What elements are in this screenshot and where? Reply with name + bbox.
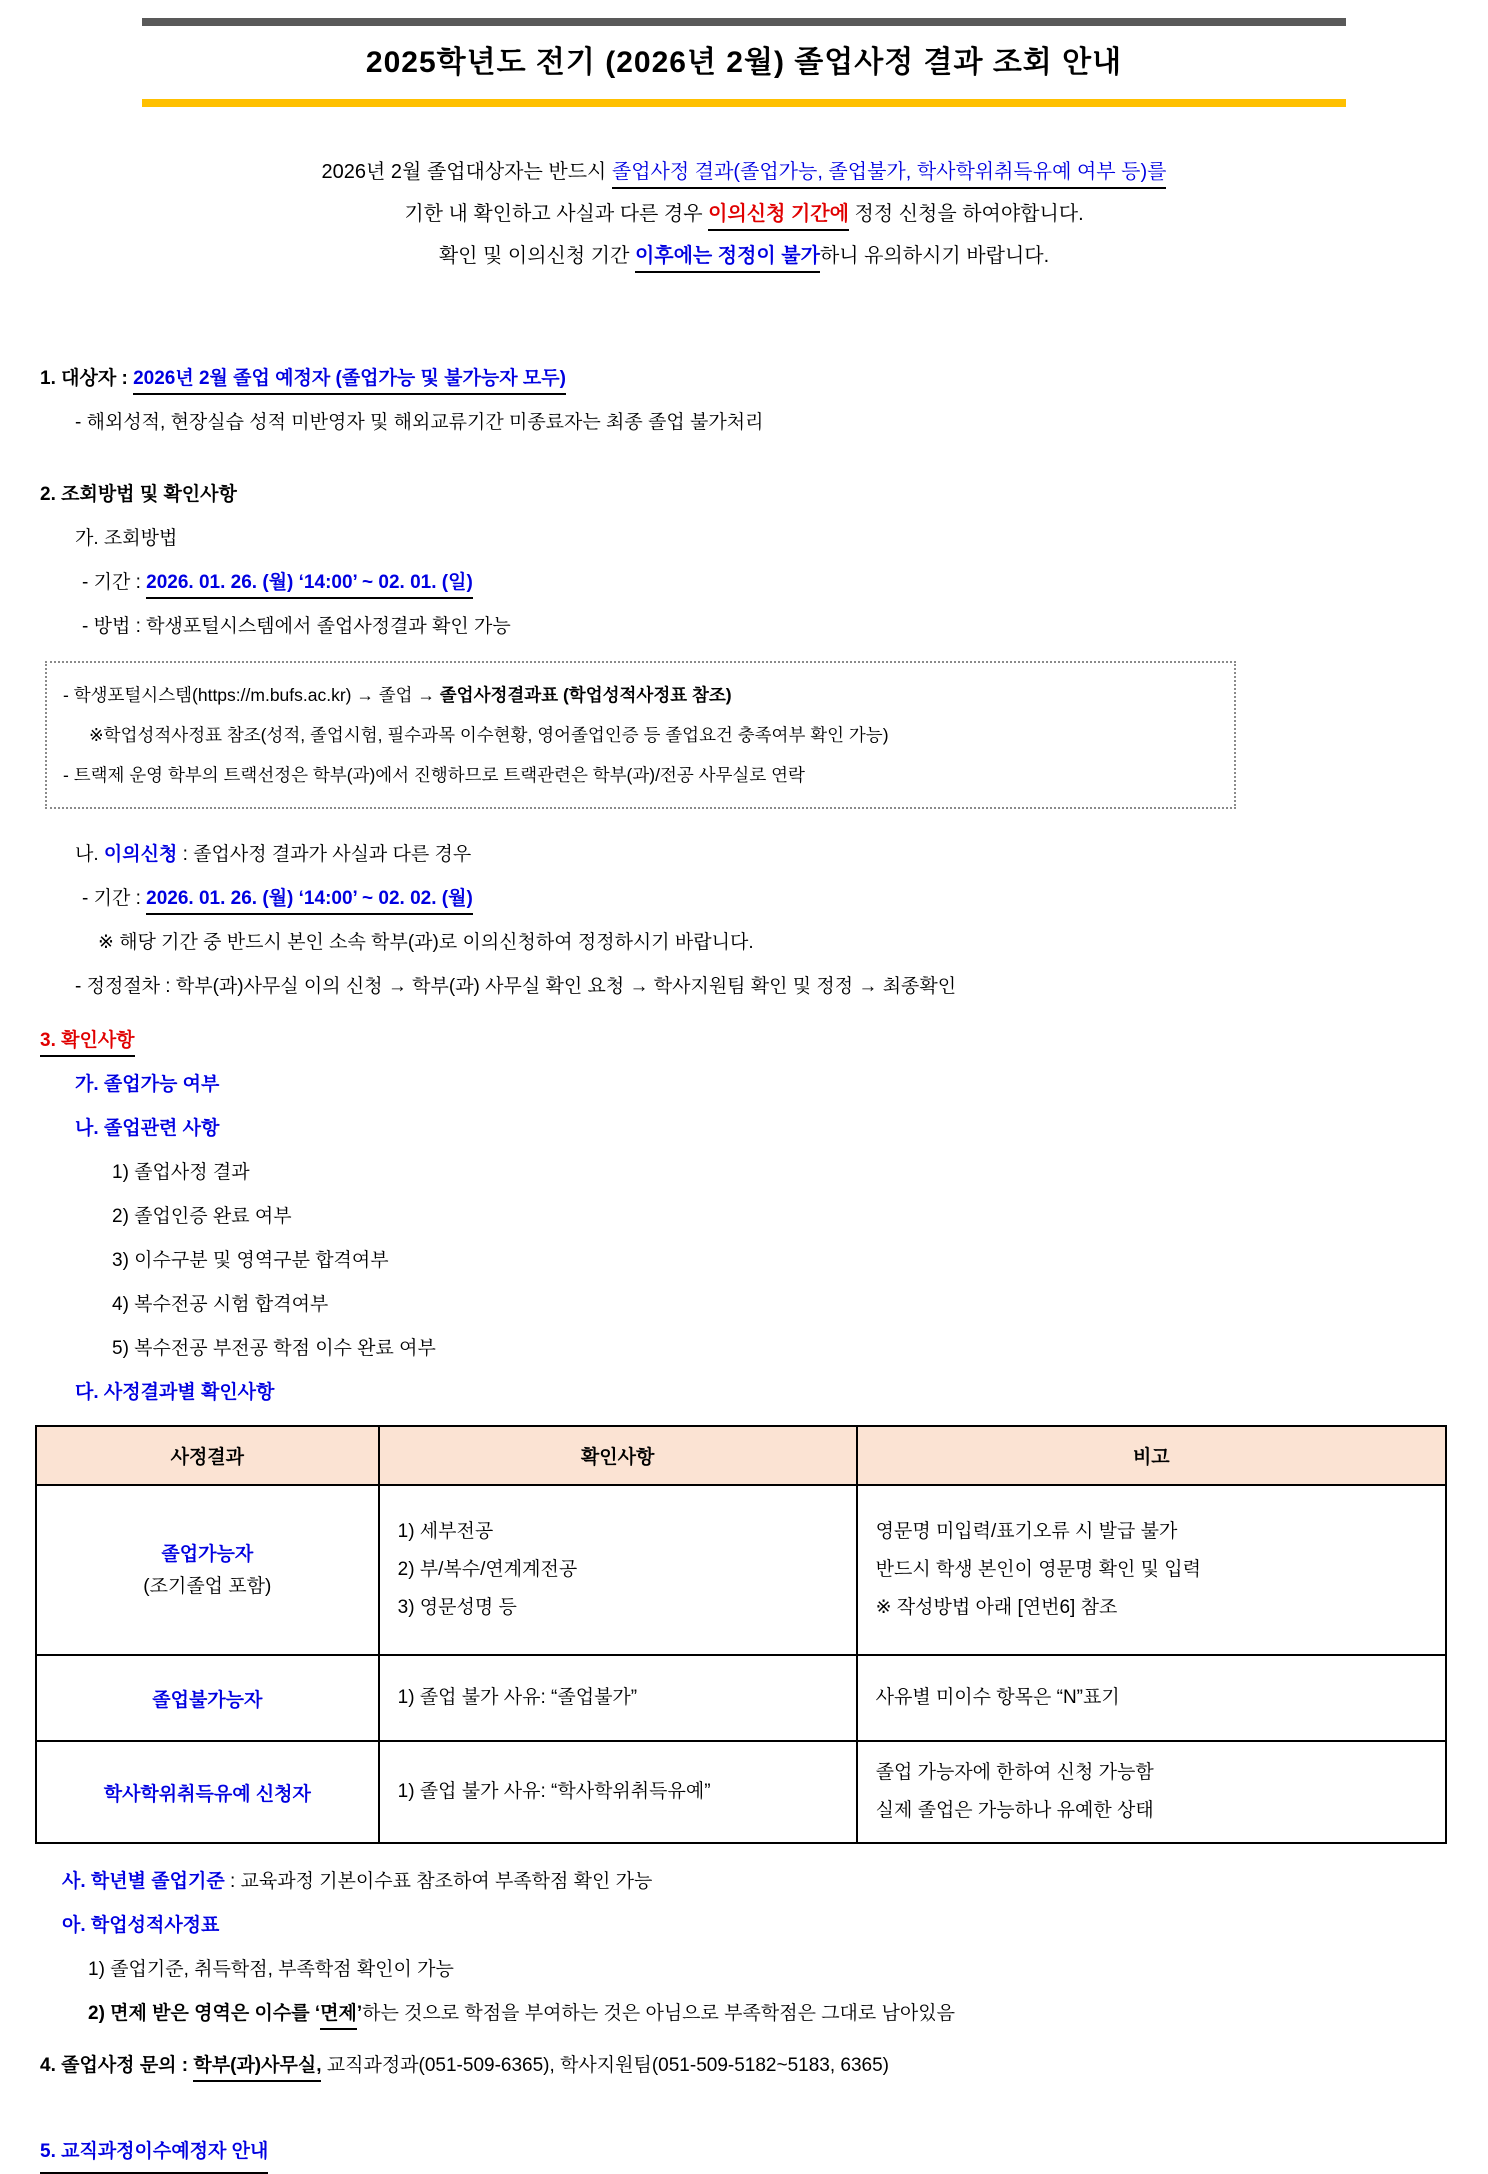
- section-3-heading: [40, 1019, 1478, 1063]
- table-header-row: [36, 1426, 1446, 1485]
- intro-line-1: [0, 151, 1488, 193]
- page-title: 2025학년도 전기 (2026년 2월) 졸업사정 결과 조회 안내: [365, 46, 1123, 79]
- note-cell: [857, 1485, 1446, 1655]
- check-list-item: 4) 복수전공 시험 합격여부: [112, 1294, 329, 1315]
- appeal-title: 이의신청: [103, 844, 178, 865]
- check-list-item: 2) 졸업인증 완료 여부: [112, 1206, 292, 1227]
- section-3-item-na: 나. 졸업관련 사항: [75, 1118, 220, 1139]
- appeal-period-value: 2026. 01. 26. (월) ‘14:00’ ~ 02. 02. (월): [146, 888, 473, 915]
- note-line: 반드시 학생 본인이 영문명 확인 및 입력: [875, 1559, 1201, 1580]
- intro-line-1-text: 2026년 2월 졸업대상자는 반드시: [321, 161, 612, 183]
- transcript-note-2-quote: ’: [356, 2003, 363, 2024]
- portal-path-text: - 학생포털시스템(https://m.bufs.ac.kr) → 졸업 →: [63, 685, 440, 705]
- intro-line-3-tail: 하니 유의하시기 바랍니다.: [819, 245, 1050, 267]
- transcript-note-2-underline: 면제: [320, 2003, 357, 2030]
- result-name: 학사학위취득유예 신청자: [103, 1783, 311, 1805]
- intro-line-3-emphasis: 이후에는 정정이 불가: [635, 245, 820, 273]
- intro-line-1-emphasis: 졸업사정 결과(졸업가능, 졸업불가, 학사학위취득유예 여부 등)를: [612, 161, 1167, 189]
- section-4-label: 4. 졸업사정 문의 :: [40, 2055, 194, 2076]
- table-row: [36, 1485, 1446, 1655]
- note-cell: [857, 1741, 1446, 1843]
- intro-line-2-tail: 정정 신청을 하여야합니다.: [848, 203, 1084, 225]
- table-header-result: 사정결과: [36, 1426, 379, 1485]
- item-sa-title: 사. 학년별 졸업기준: [62, 1871, 225, 1892]
- section-2-lookup-heading: 가. 조회방법: [75, 528, 178, 549]
- intro-line-2: [0, 193, 1488, 235]
- note-line: 사유별 미이수 항목은 “N”표기: [875, 1687, 1120, 1708]
- appeal-desc: : 졸업사정 결과가 사실과 다른 경우: [177, 844, 472, 865]
- section-3-item-da: 다. 사정결과별 확인사항: [75, 1382, 275, 1403]
- transcript-note-2-bold: 2) 면제 받은 영역은 이수를 ‘: [88, 2003, 321, 2024]
- section-4-contacts: 교직과정과(051-509-6365), 학사지원팀(051-509-5182~5183, 6365): [321, 2055, 890, 2076]
- section-2-period: [40, 561, 1478, 605]
- note-cell: [857, 1655, 1446, 1741]
- section-2-heading: 2. 조회방법 및 확인사항: [40, 484, 237, 505]
- section-2-period-label: - 기간 :: [82, 572, 147, 593]
- portal-track-line: - 트랙제 운영 학부의 트랙선정은 학부(과)에서 진행하므로 트랙관련은 학부(과)/전공 사무실로 연락: [63, 765, 805, 785]
- intro-paragraph: [0, 151, 1488, 277]
- note-line: 졸업 가능자에 한하여 신청 가능함: [875, 1762, 1154, 1783]
- section-1-note: - 해외성적, 현장실습 성적 미반영자 및 해외교류기간 미종료자는 최종 졸업 불가처리: [75, 412, 764, 433]
- accent-divider-rule: [142, 99, 1346, 107]
- transcript-note-1: 1) 졸업기준, 취득학점, 부족학점 확인이 가능: [88, 1959, 454, 1980]
- intro-line-2-emphasis: 이의신청 기간에: [708, 203, 849, 231]
- section-3-item-sa: [40, 1860, 1478, 1904]
- appeal-period-label: - 기간 :: [82, 888, 147, 909]
- intro-line-2-text: 기한 내 확인하고 사실과 다른 경우: [404, 203, 709, 225]
- transcript-note-2: [40, 1992, 1478, 2036]
- table-header-check: 확인사항: [379, 1426, 857, 1485]
- appeal-heading: [40, 833, 1478, 877]
- table-row: [36, 1655, 1446, 1741]
- section-3-heading-text: 3. 확인사항: [40, 1030, 135, 1057]
- check-list-item: 1) 졸업사정 결과: [112, 1162, 250, 1183]
- section-3-item-ah: 아. 학업성적사정표: [62, 1915, 220, 1936]
- result-cell: [36, 1741, 379, 1843]
- section-3-item-ga: 가. 졸업가능 여부: [75, 1074, 220, 1095]
- result-name: 졸업가능자: [161, 1544, 254, 1565]
- portal-info-box: [45, 661, 1236, 809]
- section-4-heading: [40, 2044, 1478, 2088]
- appeal-marker: 나.: [75, 844, 104, 865]
- check-line: 1) 세부전공: [397, 1521, 494, 1542]
- portal-path-line: [63, 675, 1218, 715]
- result-cell: [36, 1485, 379, 1655]
- check-list-item: 3) 이수구분 및 영역구분 합격여부: [112, 1250, 389, 1271]
- result-sub-note: (조기졸업 포함): [143, 1576, 272, 1597]
- table-header-note: 비고: [857, 1426, 1446, 1485]
- transcript-note-2-rest: 하는 것으로 학점을 부여하는 것은 아님으로 부족학점은 그대로 남아있음: [362, 2003, 955, 2024]
- item-sa-desc: : 교육과정 기본이수표 참조하여 부족학점 확인 가능: [224, 1871, 653, 1892]
- check-line: 1) 졸업 불가 사유: “졸업불가”: [397, 1687, 638, 1708]
- result-cell: [36, 1655, 379, 1741]
- section-1-target: 2026년 2월 졸업 예정자 (졸업가능 및 불가능자 모두): [133, 368, 566, 395]
- note-line: ※ 작성방법 아래 [연번6] 참조: [875, 1597, 1118, 1618]
- check-cell: [379, 1655, 857, 1741]
- intro-line-3: [0, 235, 1488, 277]
- table-row: [36, 1741, 1446, 1843]
- check-list-item: 5) 복수전공 부전공 학점 이수 완료 여부: [112, 1338, 436, 1359]
- section-2-period-value: 2026. 01. 26. (월) ‘14:00’ ~ 02. 01. (일): [146, 572, 473, 599]
- intro-line-3-text: 확인 및 이의신청 기간: [438, 245, 635, 267]
- check-line: 3) 영문성명 등: [397, 1597, 517, 1618]
- document-body: [0, 357, 1488, 2174]
- section-2-method: - 방법 : 학생포털시스템에서 졸업사정결과 확인 가능: [82, 616, 511, 637]
- section-1-label: 1. 대상자 :: [40, 368, 134, 389]
- top-divider-rule: [142, 18, 1346, 26]
- result-check-table: [35, 1425, 1447, 1844]
- check-cell: [379, 1741, 857, 1843]
- note-line: 실제 졸업은 가능하나 유예한 상태: [875, 1800, 1154, 1821]
- check-line: 2) 부/복수/연계계전공: [397, 1559, 578, 1580]
- appeal-period: [40, 877, 1478, 921]
- section-5-title: 5. 교직과정이수예정자 안내: [40, 2136, 268, 2174]
- check-cell: [379, 1485, 857, 1655]
- note-line: 영문명 미입력/표기오류 시 발급 불가: [875, 1521, 1178, 1542]
- appeal-note: ※ 해당 기간 중 반드시 본인 소속 학부(과)로 이의신청하여 정정하시기 바랍니다.: [98, 932, 754, 953]
- section-1-heading: [40, 357, 1478, 401]
- section-4-office: 학부(과)사무실,: [193, 2055, 321, 2082]
- section-5-heading: [40, 2136, 1478, 2174]
- appeal-procedure: - 정정절차 : 학부(과)사무실 이의 신청 → 학부(과) 사무실 확인 요청 → 학사지원팀 확인 및 정정 → 최종확인: [75, 976, 957, 997]
- result-name: 졸업불가능자: [152, 1689, 263, 1711]
- portal-path-bold: 졸업사정결과표 (학업성적사정표 참조): [439, 685, 732, 705]
- check-line: 1) 졸업 불가 사유: “학사학위취득유예”: [397, 1781, 711, 1802]
- document-page: [0, 18, 1488, 2162]
- portal-note-line: ※학업성적사정표 참조(성적, 졸업시험, 필수과목 이수현황, 영어졸업인증 등 졸업요건 충족여부 확인 가능): [89, 725, 889, 745]
